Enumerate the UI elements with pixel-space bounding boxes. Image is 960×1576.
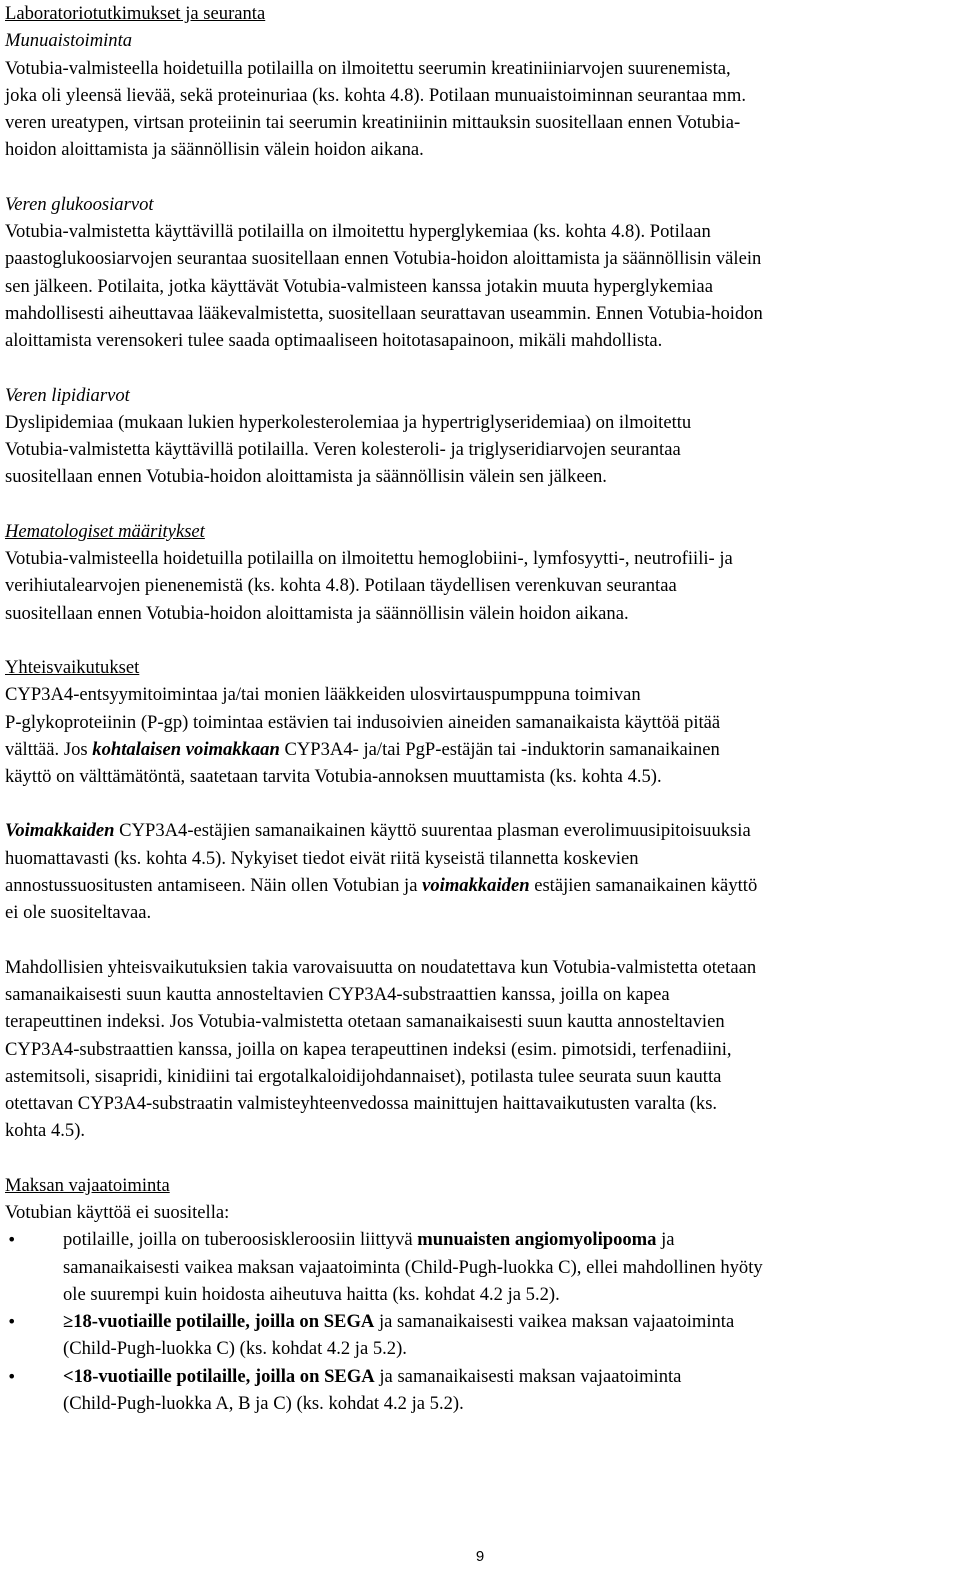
- subheading-glucose: Veren glukoosiarvot: [5, 193, 154, 215]
- list-item-line: samanaikaisesti vaikea maksan vajaatoiminta (Child-Pugh-luokka C), ellei mahdollinen hyöty: [63, 1256, 763, 1278]
- bullet-list: [5, 1226, 955, 1417]
- list-item: [5, 1363, 955, 1418]
- list-item-line: ole suurempi kuin hoidosta aiheutuva haitta (ks. kohdat 4.2 ja 5.2).: [63, 1283, 560, 1305]
- section-heading-laboratory: Laboratoriotutkimukset ja seuranta: [5, 3, 266, 24]
- text-run: CYP3A4-estäjien samanaikainen käyttö suurentaa plasman everolimuusipitoisuuksia: [114, 820, 751, 842]
- emphasis-strong: Voimakkaiden: [5, 820, 115, 842]
- interactions-line: kohta 4.5).: [5, 1120, 86, 1142]
- text-run: ja: [656, 1229, 675, 1251]
- interactions-line: P-glykoproteiinin (P-gp) toimintaa estävien tai indusoivien aineiden samanaikaista käyttöä pitää: [5, 711, 721, 733]
- interactions-line: astemitsoli, sisapridi, kinidiini tai ergotalkaloidijohdannaiset), potilasta tulee seurata suun kautta: [5, 1065, 722, 1087]
- document-page: [5, 0, 955, 1417]
- interactions-line: ei ole suositeltavaa.: [5, 902, 152, 924]
- section-blood-glucose: [5, 191, 955, 355]
- interactions-line: käyttö on välttämätöntä, saatetaan tarvita Votubia-annoksen muuttamista (ks. kohta 4.5).: [5, 766, 662, 788]
- glucose-line: aloittamista verensokeri tulee saada optimaaliseen hoitotasapainoon, mikäli mahdollista.: [5, 330, 663, 352]
- interactions-line: otettavan CYP3A4-substraatin valmisteyhteenvedossa mainittujen haittavaikutusten varalta (ks.: [5, 1093, 718, 1115]
- hemato-line: Votubia-valmisteella hoidetuilla potilailla on ilmoitettu hemoglobiini-, lymfosyytti-, neutrofiili- ja: [5, 548, 733, 570]
- kidney-line: hoidon aloittamista ja säännöllisin välein hoidon aikana.: [5, 139, 424, 161]
- glucose-line: sen jälkeen. Potilaita, jotka käyttävät Votubia-valmisteen kanssa jotakin muuta hyperglykemiaa: [5, 275, 713, 297]
- section-blood-lipids: [5, 382, 955, 491]
- lipid-line: suositellaan ennen Votubia-hoidon aloittamista ja säännöllisin välein sen jälkeen.: [5, 466, 607, 488]
- hemato-line: verihiutalearvojen pienenemistä (ks. kohta 4.8). Potilaan täydellisen verenkuvan seurantaa: [5, 575, 677, 597]
- section-hepatic-impairment: [5, 1172, 955, 1418]
- emphasis-bold: munuaisten angiomyolipooma: [417, 1229, 657, 1251]
- interactions-line: samanaikaisesti suun kautta annosteltavien CYP3A4-substraattien kanssa, joilla on kapea: [5, 983, 670, 1005]
- list-item: [5, 1308, 955, 1363]
- section-heading-liver: Maksan vajaatoiminta: [5, 1174, 170, 1196]
- text-run: estäjien samanaikainen käyttö: [529, 875, 758, 897]
- interactions-line: terapeuttinen indeksi. Jos Votubia-valmistetta otetaan samanaikaisesti suun kautta annosteltavien: [5, 1011, 725, 1033]
- section-interactions: [5, 654, 955, 1145]
- liver-intro: Votubian käyttöä ei suositella:: [5, 1201, 230, 1223]
- text-run: ja samanaikaisesti vaikea maksan vajaatoiminta: [374, 1311, 735, 1333]
- page-number: 9: [475, 1548, 485, 1565]
- list-item: [5, 1226, 955, 1308]
- list-item-line: (Child-Pugh-luokka C) (ks. kohdat 4.2 ja 5.2).: [63, 1338, 407, 1360]
- bullet-icon: •: [7, 1312, 17, 1332]
- interactions-line: CYP3A4-substraattien kanssa, joilla on kapea terapeuttinen indeksi (esim. pimotsidi, terfenadiini,: [5, 1038, 732, 1060]
- glucose-line: mahdollisesti aiheuttavaa lääkevalmistetta, suositellaan seurattavan useammin. Ennen Votubia-hoidon: [5, 302, 763, 324]
- text-run: ja samanaikaisesti maksan vajaatoiminta: [374, 1365, 682, 1387]
- glucose-line: Votubia-valmistetta käyttävillä potilailla on ilmoitettu hyperglykemiaa (ks. kohta 4.8). Potilaan: [5, 221, 711, 243]
- emphasis-bold: <18-vuotiaille potilaille, joilla on SEGA: [63, 1365, 375, 1387]
- emphasis-bold: ≥18-vuotiaille potilaille, joilla on SEGA: [63, 1311, 375, 1333]
- kidney-line: Votubia-valmisteella hoidetuilla potilailla on ilmoitettu seerumin kreatiniiniarvojen suurenemista,: [5, 57, 731, 79]
- lipid-line: Votubia-valmistetta käyttävillä potilailla. Veren kolesteroli- ja triglyseridiarvojen seurantaa: [5, 439, 681, 461]
- bullet-icon: •: [7, 1366, 17, 1386]
- emphasis-moderate: kohtalaisen voimakkaan: [92, 738, 280, 760]
- interactions-line: Mahdollisien yhteisvaikutuksien takia varovaisuutta on noudatettava kun Votubia-valmistetta otetaan: [5, 956, 757, 978]
- emphasis-strong: voimakkaiden: [422, 875, 530, 897]
- section-kidney-function: [5, 27, 955, 163]
- subheading-lipids: Veren lipidiarvot: [5, 384, 130, 406]
- hemato-line: suositellaan ennen Votubia-hoidon aloittamista ja säännöllisin välein hoidon aikana.: [5, 602, 629, 624]
- subheading-hematology: Hematologiset määritykset: [5, 520, 205, 542]
- interactions-line: [5, 872, 955, 899]
- lipid-line: Dyslipidemiaa (mukaan lukien hyperkolesterolemiaa ja hypertriglyseridemiaa) on ilmoitettu: [5, 411, 692, 433]
- interactions-line: [5, 817, 955, 844]
- text-run: annostussuositusten antamiseen. Näin ollen Votubian ja: [5, 875, 423, 897]
- kidney-line: veren ureatypen, virtsan proteiinin tai seerumin kreatiniinin mittauksin suositellaan ennen Votubia-: [5, 112, 741, 134]
- glucose-line: paastoglukoosiarvojen seurantaa suositellaan ennen Votubia-hoidon aloittamista ja säännöllisin välein: [5, 248, 762, 270]
- text-run: CYP3A4- ja/tai PgP-estäjän tai -induktorin samanaikainen: [279, 738, 720, 760]
- interactions-line: huomattavasti (ks. kohta 4.5). Nykyiset tiedot eivät riitä kyseistä tilannetta koskevien: [5, 847, 639, 869]
- text-run: potilaille, joilla on tuberoosiskleroosiin liittyvä: [63, 1229, 418, 1251]
- bullet-icon: •: [7, 1230, 17, 1250]
- interactions-line: CYP3A4-entsyymitoimintaa ja/tai monien lääkkeiden ulosvirtauspumppuna toimivan: [5, 684, 641, 706]
- interactions-line: [5, 736, 955, 763]
- text-run: välttää. Jos: [5, 738, 93, 760]
- subheading-kidney: Munuaistoiminta: [5, 30, 133, 52]
- section-hematology: [5, 518, 955, 627]
- section-heading-interactions: Yhteisvaikutukset: [5, 656, 140, 678]
- list-item-line: (Child-Pugh-luokka A, B ja C) (ks. kohdat 4.2 ja 5.2).: [63, 1393, 464, 1415]
- kidney-line: joka oli yleensä lievää, sekä proteinuriaa (ks. kohta 4.8). Potilaan munuaistoiminnan seurantaa mm.: [5, 84, 746, 106]
